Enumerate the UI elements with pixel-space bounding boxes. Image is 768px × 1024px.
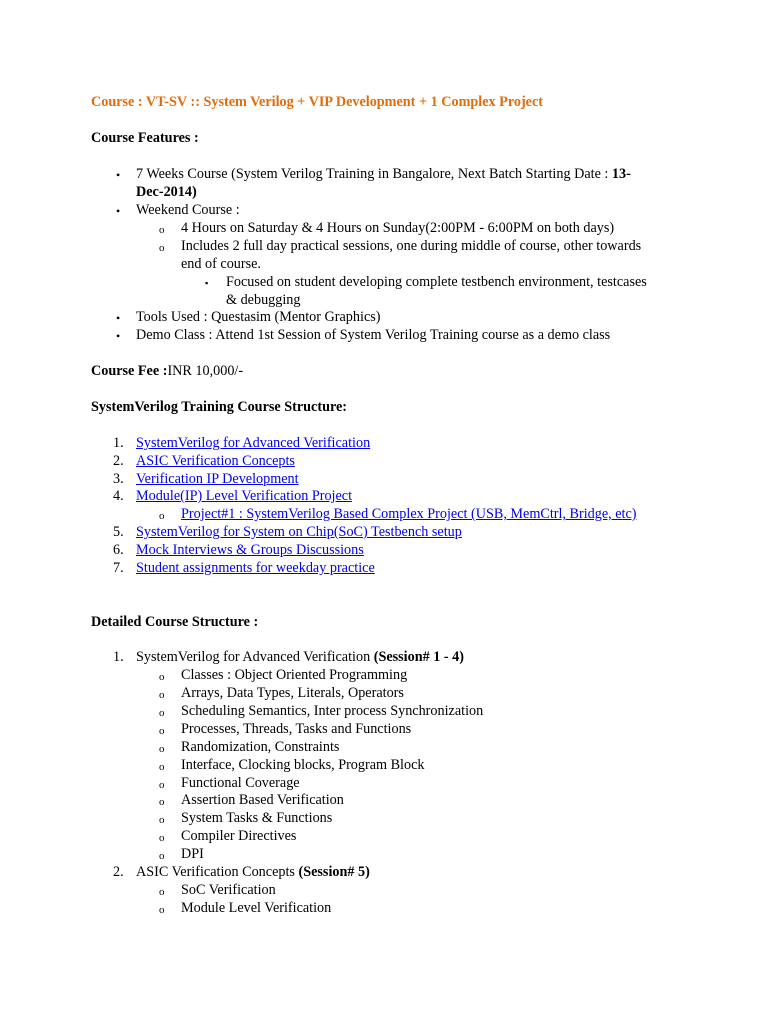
circle-bullet-icon: o — [159, 761, 165, 773]
course-title: Course : VT-SV :: System Verilog + VIP Development + 1 Complex Project — [91, 94, 544, 110]
detailed-item-session: (Session# 1 - 4) — [373, 649, 464, 665]
structure-link-mock-interviews[interactable]: Mock Interviews & Groups Discussions — [136, 542, 364, 558]
structure-number: 4. — [113, 488, 124, 504]
feature-weekend-hours: 4 Hours on Saturday & 4 Hours on Sunday(2:00PM - 6:00PM on both days) — [181, 220, 615, 236]
feature-weekend: Weekend Course : — [136, 202, 240, 218]
circle-bullet-icon: o — [159, 224, 165, 236]
bullet-icon: • — [116, 329, 121, 343]
detailed-heading: Detailed Course Structure : — [91, 614, 259, 630]
circle-bullet-icon: o — [159, 707, 165, 719]
detailed-subitem: Scheduling Semantics, Inter process Synchronization — [181, 703, 484, 719]
detailed-item-advanced-verification — [136, 648, 464, 666]
detailed-subitem: System Tasks & Functions — [181, 810, 333, 826]
feature-tools: Tools Used : Questasim (Mentor Graphics) — [136, 309, 381, 325]
structure-link-vip-development[interactable]: Verification IP Development — [136, 471, 299, 487]
detailed-subitem: Randomization, Constraints — [181, 739, 340, 755]
features-heading: Course Features : — [91, 130, 199, 146]
structure-link-advanced-verification[interactable]: SystemVerilog for Advanced Verification — [136, 435, 371, 451]
feature-weeks-date-start: 13- — [611, 166, 631, 182]
circle-bullet-icon: o — [159, 832, 165, 844]
structure-heading: SystemVerilog Training Course Structure: — [91, 399, 348, 415]
structure-number: 5. — [113, 524, 124, 540]
structure-number: 1. — [113, 435, 124, 451]
structure-link-module-project[interactable]: Module(IP) Level Verification Project — [136, 488, 353, 504]
circle-bullet-icon: o — [159, 796, 165, 808]
structure-number: 3. — [113, 471, 124, 487]
circle-bullet-icon: o — [159, 850, 165, 862]
circle-bullet-icon: o — [159, 886, 165, 898]
feature-focus-line1: Focused on student developing complete testbench environment, testcases — [226, 274, 647, 290]
circle-bullet-icon: o — [159, 725, 165, 737]
detailed-subitem: SoC Verification — [181, 882, 276, 898]
feature-weekend-practical-line1: Includes 2 full day practical sessions, one during middle of course, other towards — [181, 238, 642, 254]
detailed-item-session: (Session# 5) — [298, 864, 370, 880]
circle-bullet-icon: o — [159, 779, 165, 791]
feature-demo: Demo Class : Attend 1st Session of System Verilog Training course as a demo class — [136, 327, 611, 343]
detailed-subitem: Processes, Threads, Tasks and Functions — [181, 721, 412, 737]
detailed-item-label: ASIC Verification Concepts — [136, 864, 299, 880]
structure-number: 6. — [113, 542, 124, 558]
detailed-subitem: Interface, Clocking blocks, Program Block — [181, 757, 425, 773]
detailed-subitem: Arrays, Data Types, Literals, Operators — [181, 685, 404, 701]
detailed-subitem: Compiler Directives — [181, 828, 297, 844]
structure-link-assignments[interactable]: Student assignments for weekday practice — [136, 560, 375, 576]
detailed-subitem: Assertion Based Verification — [181, 792, 344, 808]
bullet-icon: • — [116, 311, 121, 325]
detailed-item-asic-concepts — [136, 863, 370, 881]
course-fee-label: Course Fee : — [91, 363, 168, 379]
structure-link-asic-concepts[interactable]: ASIC Verification Concepts — [136, 453, 295, 469]
detailed-number: 2. — [113, 864, 124, 880]
detailed-item-label: SystemVerilog for Advanced Verification — [136, 649, 374, 665]
course-fee-value: INR 10,000/- — [167, 363, 244, 379]
detailed-subitem: Module Level Verification — [181, 900, 332, 916]
circle-bullet-icon: o — [159, 671, 165, 683]
feature-weeks-date-end: Dec-2014) — [136, 184, 197, 200]
detailed-subitem: Functional Coverage — [181, 775, 300, 791]
feature-weeks-line1 — [136, 165, 631, 183]
structure-link-project-1[interactable]: Project#1 : SystemVerilog Based Complex Project (USB, MemCtrl, Bridge, etc) — [181, 506, 637, 522]
feature-weekend-practical-line2: end of course. — [181, 256, 261, 272]
structure-number: 2. — [113, 453, 124, 469]
circle-bullet-icon: o — [159, 510, 165, 522]
detailed-subitem: DPI — [181, 846, 204, 862]
structure-number: 7. — [113, 560, 124, 576]
circle-bullet-icon: o — [159, 814, 165, 826]
feature-weeks-text: 7 Weeks Course (System Verilog Training in Bangalore, Next Batch Starting Date : — [136, 166, 612, 182]
circle-bullet-icon: o — [159, 689, 165, 701]
square-bullet-icon: ▪ — [205, 278, 209, 288]
detailed-subitem: Classes : Object Oriented Programming — [181, 667, 408, 683]
structure-link-soc-testbench[interactable]: SystemVerilog for System on Chip(SoC) Testbench setup — [136, 524, 462, 540]
detailed-number: 1. — [113, 649, 124, 665]
circle-bullet-icon: o — [159, 242, 165, 254]
bullet-icon: • — [116, 168, 121, 182]
course-fee — [91, 362, 243, 380]
bullet-icon: • — [116, 204, 121, 218]
circle-bullet-icon: o — [159, 904, 165, 916]
circle-bullet-icon: o — [159, 743, 165, 755]
feature-focus-line2: & debugging — [226, 292, 301, 308]
